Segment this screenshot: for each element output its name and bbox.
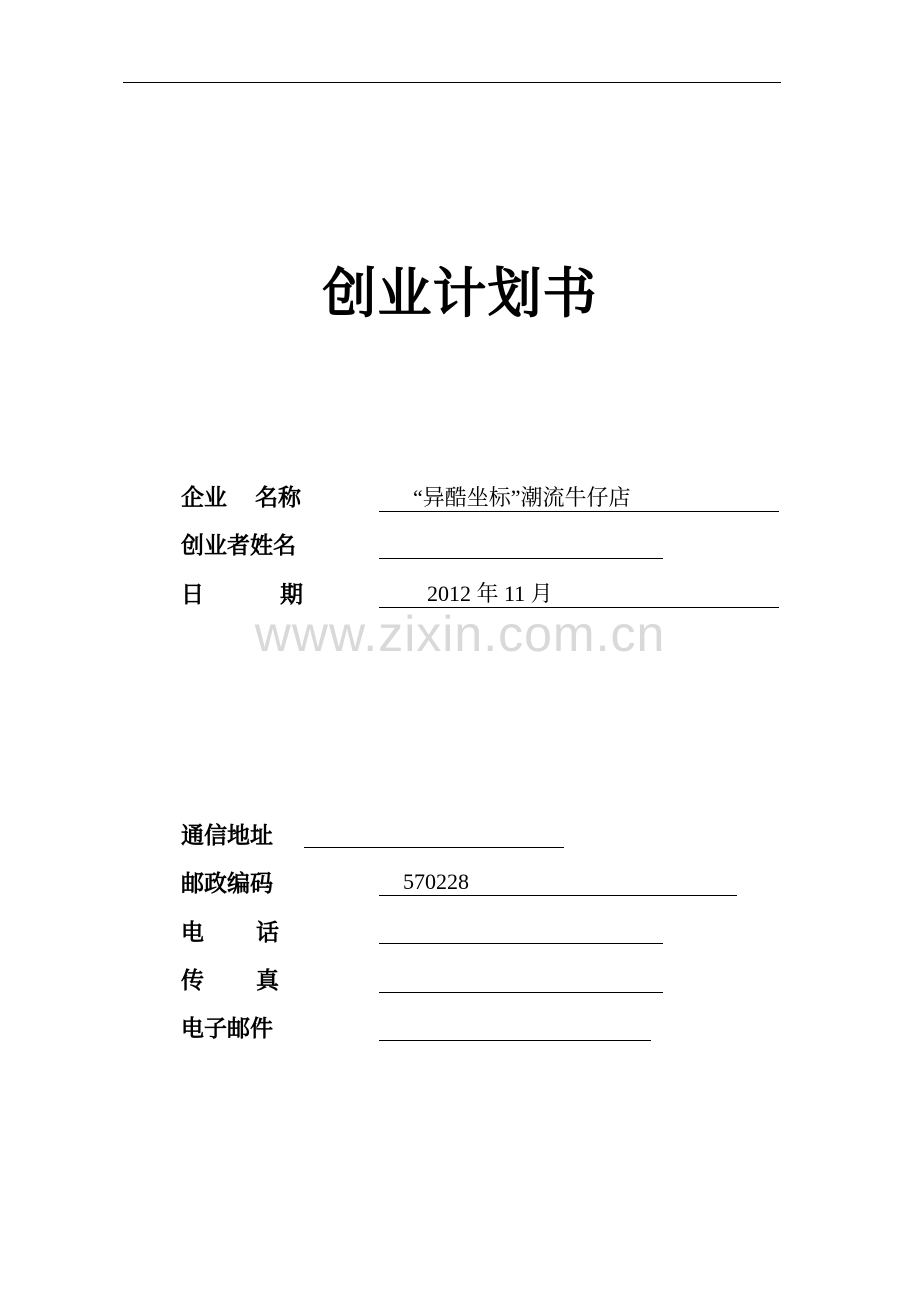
date-field[interactable]: 2012 年 11 月 [379, 580, 779, 608]
header-rule [123, 82, 781, 83]
address-label: 通信地址 [181, 823, 273, 849]
fax-label: 传 真 [181, 968, 279, 994]
email-label: 电子邮件 [181, 1016, 273, 1042]
address-field[interactable] [304, 820, 564, 848]
date-label: 日 期 [181, 582, 303, 608]
company-name-field[interactable]: “异酷坐标”潮流牛仔店 [379, 484, 779, 512]
founder-name-label: 创业者姓名 [181, 533, 296, 559]
fax-field[interactable] [379, 965, 663, 993]
founder-name-field[interactable] [379, 531, 663, 559]
company-name-label: 企业 名称 [181, 485, 301, 511]
email-field[interactable] [379, 1013, 651, 1041]
phone-field[interactable] [379, 916, 663, 944]
postal-code-field[interactable]: 570228 [379, 868, 737, 896]
postal-code-label: 邮政编码 [181, 871, 273, 897]
phone-label: 电 话 [181, 920, 279, 946]
document-title: 创业计划书 [322, 262, 598, 325]
watermark-text: www.zixin.com.cn [254, 606, 666, 662]
